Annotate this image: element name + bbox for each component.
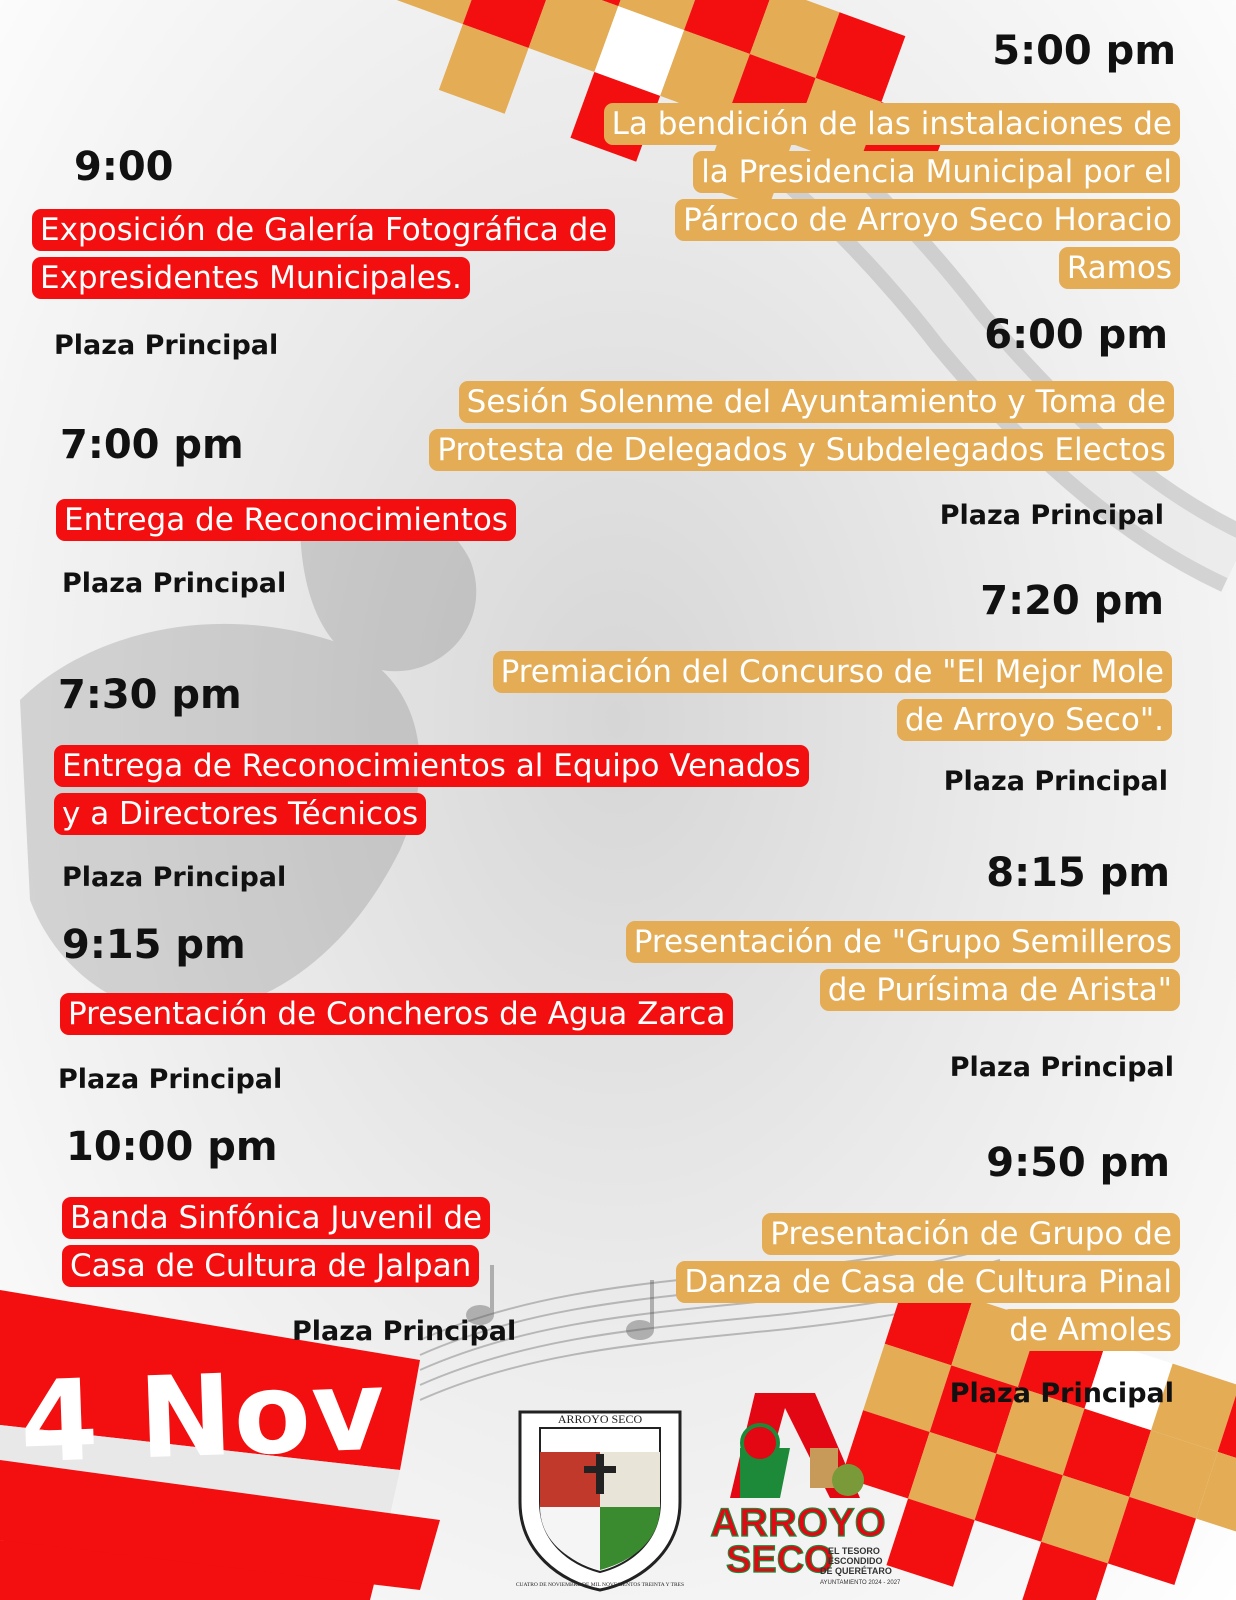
event-venue: Plaza Principal <box>943 766 1168 797</box>
event-title-line: Ramos <box>1059 247 1180 289</box>
seal-top-text: ARROYO SECO <box>557 1412 643 1426</box>
logo-term-text: AYUNTAMIENTO 2024 - 2027 <box>820 1580 901 1586</box>
event-title-line: Exposición de Galería Fotográfica de <box>32 209 615 251</box>
event-title-line: Premiación del Concurso de "El Mejor Mole <box>493 651 1172 693</box>
event-title <box>62 1194 582 1290</box>
event-time: 9:00 <box>74 144 174 190</box>
event-title-line: Presentación de "Grupo Semilleros <box>626 921 1180 963</box>
logo-tagline-line: EL TESORO <box>828 1546 880 1556</box>
arroyo-seco-logo-icon <box>710 1388 901 1598</box>
event-time: 7:30 pm <box>58 672 242 718</box>
municipal-seal-icon <box>510 1392 690 1592</box>
event-time: 6:00 pm <box>984 312 1168 358</box>
event-title-line: de Purísima de Arista" <box>820 969 1180 1011</box>
event-title-line: Casa de Cultura de Jalpan <box>62 1245 479 1287</box>
event-venue: Plaza Principal <box>62 568 287 599</box>
event-title-line: Entrega de Reconocimientos <box>56 499 516 541</box>
event-time: 7:20 pm <box>980 578 1164 624</box>
event-venue: Plaza Principal <box>292 1316 517 1347</box>
event-time: 10:00 pm <box>66 1124 278 1170</box>
event-title-line: Banda Sinfónica Juvenil de <box>62 1197 490 1239</box>
event-title <box>560 100 1180 292</box>
event-title <box>580 1210 1180 1354</box>
event-title <box>54 742 874 838</box>
event-title-line: de Amoles <box>1001 1309 1180 1351</box>
logo-word-seco: SECO <box>726 1539 834 1581</box>
event-title-line: Entrega de Reconocimientos al Equipo Venados <box>54 745 809 787</box>
event-title-line: Presentación de Grupo de <box>762 1213 1180 1255</box>
seal-ring-text: CUATRO DE NOVIEMBRE DE MIL NOVECIENTOS TREINTA Y TRES <box>515 1582 685 1588</box>
event-title-line: y a Directores Técnicos <box>54 793 426 835</box>
event-title-line: Danza de Casa de Cultura Pinal <box>676 1261 1180 1303</box>
event-title-line: Protesta de Delegados y Subdelegados Electos <box>429 429 1174 471</box>
event-title-line: La bendición de las instalaciones de <box>604 103 1180 145</box>
event-time: 5:00 pm <box>992 28 1176 74</box>
event-title <box>60 990 840 1038</box>
event-venue: Plaza Principal <box>54 330 279 361</box>
event-venue: Plaza Principal <box>62 862 287 893</box>
event-time: 7:00 pm <box>60 422 244 468</box>
event-title-line: Párroco de Arroyo Seco Horacio <box>675 199 1180 241</box>
logo-word-arroyo: ARROYO <box>710 1501 886 1545</box>
event-title <box>374 378 1174 474</box>
logo-tagline-line: DE QUERÉTARO <box>820 1566 892 1576</box>
event-title-line: Expresidentes Municipales. <box>32 257 470 299</box>
event-title-line: de Arroyo Seco". <box>897 699 1172 741</box>
logo-tagline-line: ESCONDIDO <box>828 1556 883 1566</box>
event-time: 9:50 pm <box>986 1140 1170 1186</box>
event-title-line: Sesión Solenme del Ayuntamiento y Toma de <box>459 381 1174 423</box>
event-time: 8:15 pm <box>986 850 1170 896</box>
date-banner-text: 4 Nov <box>17 1345 388 1489</box>
event-title-line: la Presidencia Municipal por el <box>693 151 1180 193</box>
event-title <box>56 496 616 544</box>
event-time: 9:15 pm <box>62 922 246 968</box>
event-title <box>432 648 1172 744</box>
event-venue: Plaza Principal <box>58 1064 283 1095</box>
event-venue: Plaza Principal <box>949 1378 1174 1409</box>
event-venue: Plaza Principal <box>949 1052 1174 1083</box>
event-venue: Plaza Principal <box>939 500 1164 531</box>
event-title-line: Presentación de Concheros de Agua Zarca <box>60 993 733 1035</box>
